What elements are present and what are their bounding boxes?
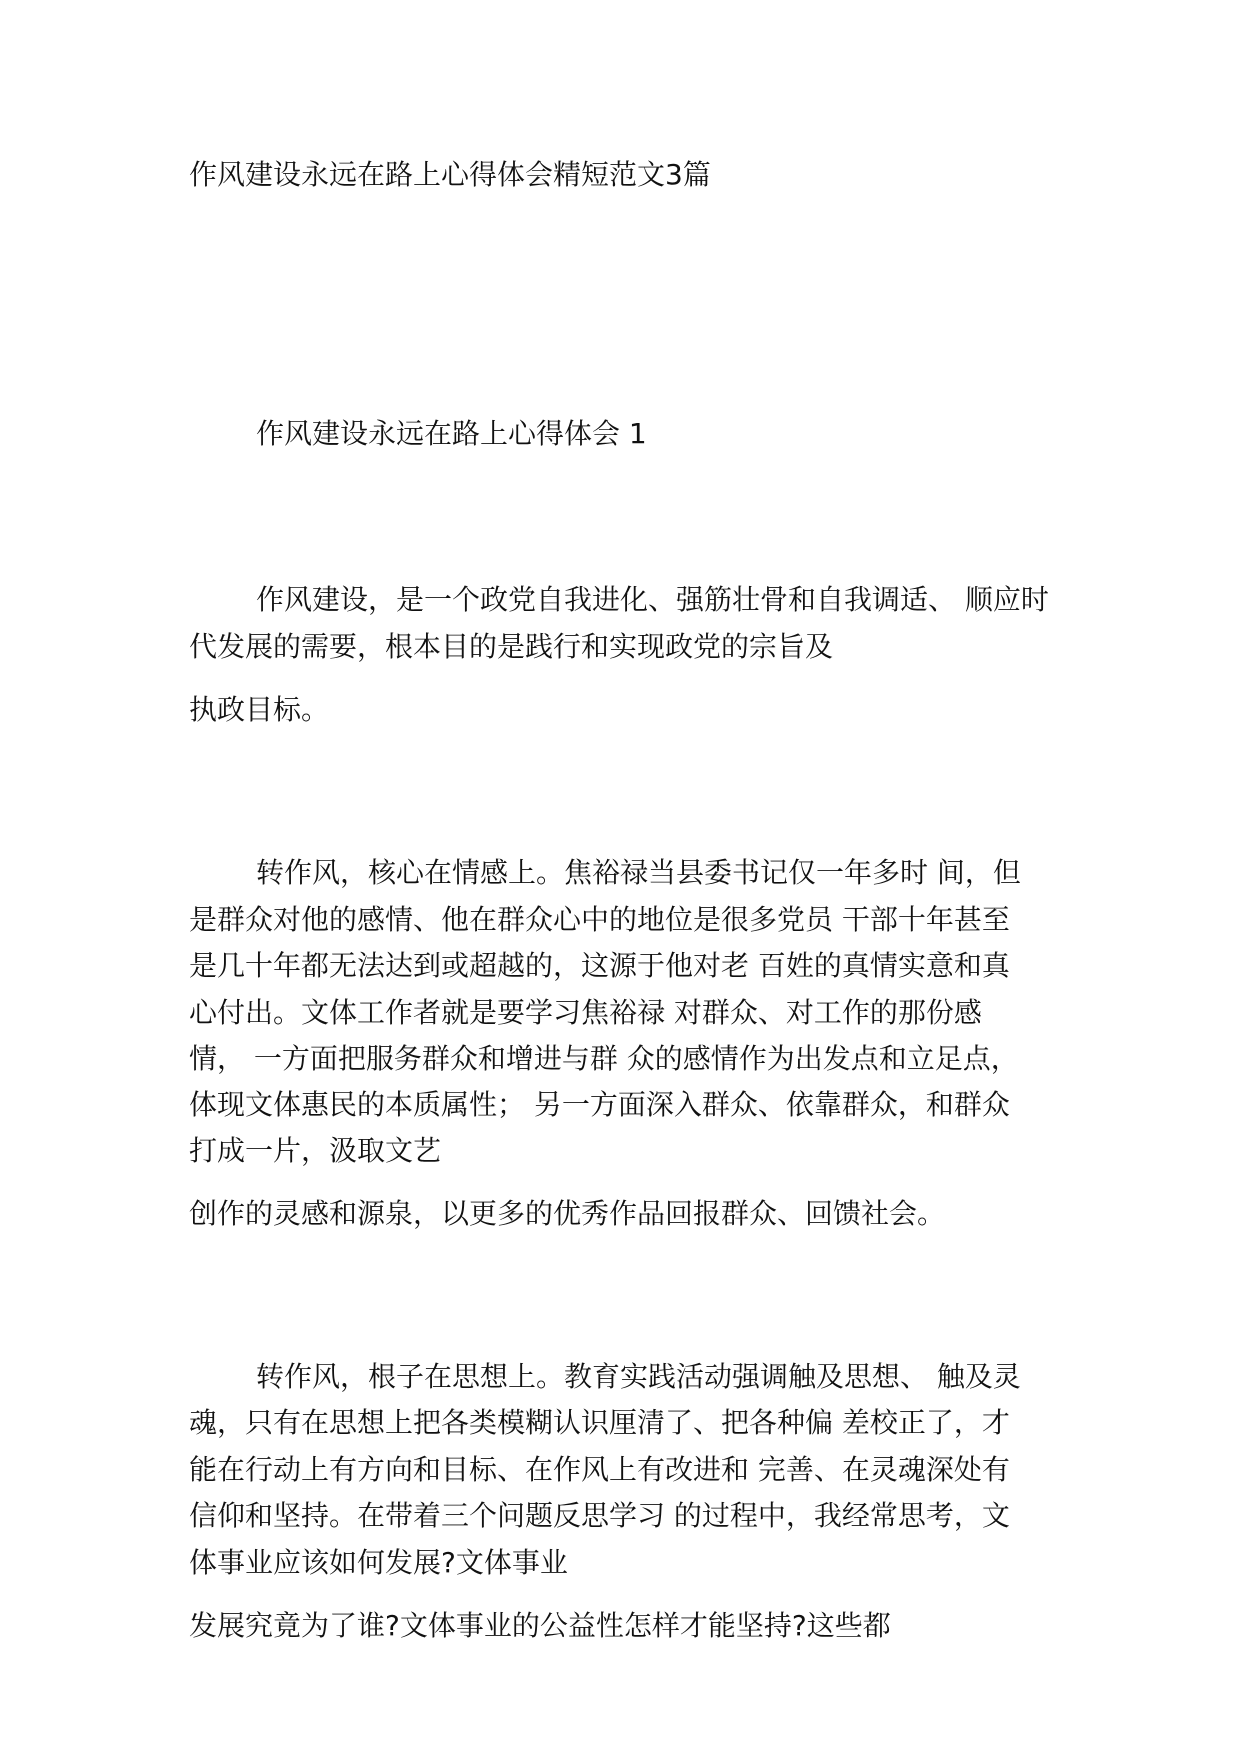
paragraph-2-line-3: 是几十年都无法达到或超越的，这源于他对老 百姓的真情实意和真: [189, 949, 1010, 982]
paragraph-1-line-1: 作风建设，是一个政党自我进化、强筋壮骨和自我调适、 顺应时: [256, 583, 1049, 616]
paragraph-2-line-6: 体现文体惠民的本质属性； 另一方面深入群众、依靠群众，和群众: [189, 1088, 1010, 1121]
paragraph-2-line-7: 打成一片，汲取文艺: [189, 1134, 442, 1167]
document-title: 作风建设永远在路上心得体会精短范文3篇: [189, 158, 711, 191]
paragraph-1-line-3: 执政目标。: [189, 693, 330, 726]
paragraph-3-line-1: 转作风，根子在思想上。教育实践活动强调触及思想、 触及灵: [256, 1360, 1021, 1393]
paragraph-2-line-1: 转作风，核心在情感上。焦裕禄当县委书记仅一年多时 间，但: [256, 856, 1021, 889]
paragraph-3-line-6: 发展究竟为了谁?文体事业的公益性怎样才能坚持?这些都: [189, 1609, 891, 1642]
paragraph-3-line-5: 体事业应该如何发展?文体事业: [189, 1546, 568, 1579]
section-heading: 作风建设永远在路上心得体会 1: [256, 417, 647, 450]
paragraph-3-line-3: 能在行动上有方向和目标、在作风上有改进和 完善、在灵魂深处有: [189, 1453, 1010, 1486]
paragraph-2-line-2: 是群众对他的感情、他在群众心中的地位是很多党员 干部十年甚至: [189, 903, 1010, 936]
paragraph-3-line-2: 魂，只有在思想上把各类模糊认识厘清了、把各种偏 差校正了，才: [189, 1406, 1010, 1439]
paragraph-2-line-8: 创作的灵感和源泉，以更多的优秀作品回报群众、回馈社会。: [189, 1197, 946, 1230]
paragraph-3-line-4: 信仰和坚持。在带着三个问题反思学习 的过程中，我经常思考，文: [189, 1499, 1010, 1532]
paragraph-2-line-5: 情， 一方面把服务群众和增进与群 众的感情作为出发点和立足点，: [189, 1042, 1019, 1075]
paragraph-1-line-2: 代发展的需要，根本目的是践行和实现政党的宗旨及: [189, 630, 834, 663]
paragraph-2-line-4: 心付出。文体工作者就是要学习焦裕禄 对群众、对工作的那份感: [189, 996, 982, 1029]
